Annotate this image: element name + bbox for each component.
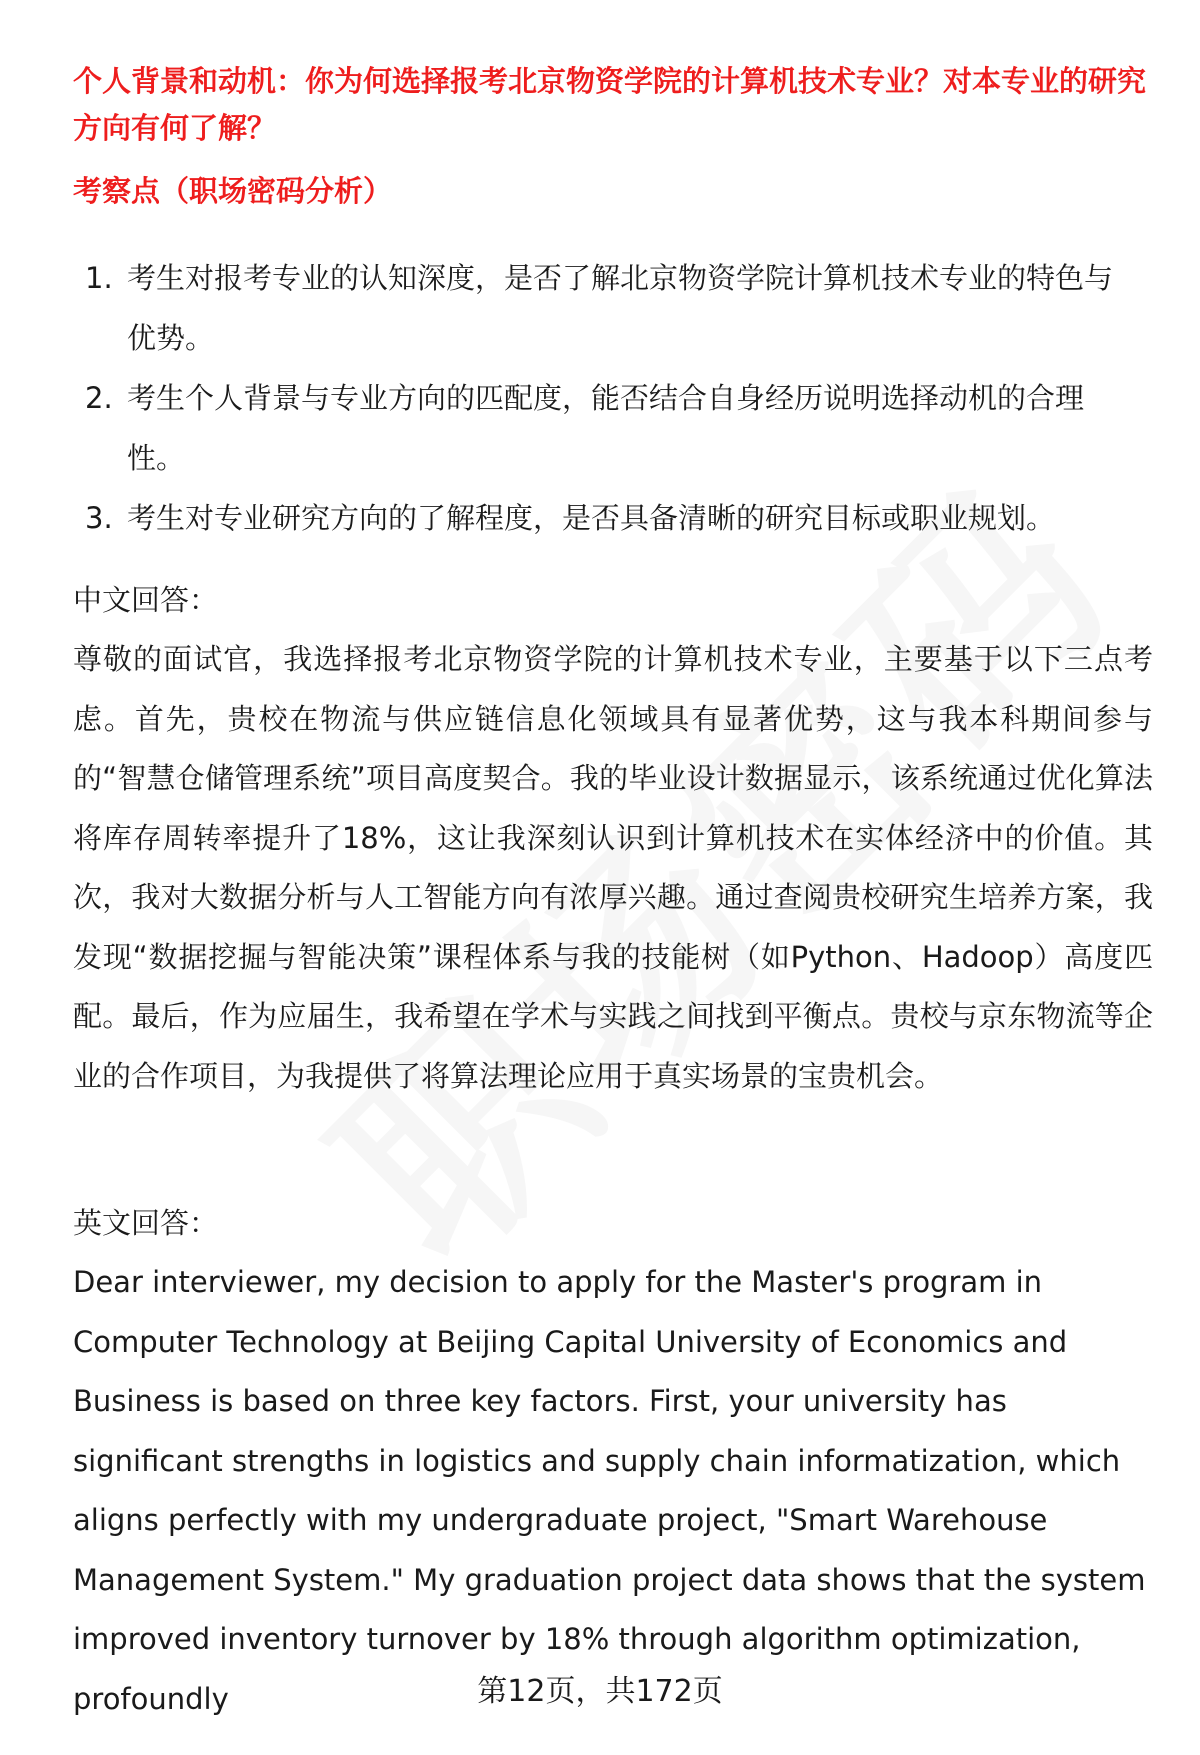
- english-answer-text: Dear interviewer, my decision to apply for the Master's program in Computer Technology at Beijing Capital University of Economics and Business is based on three key factors. First, your university has significant strengths in logistics and supply chain informatization, which aligns perfectly with my undergraduate project, "Smart Warehouse Management System." My graduation project data shows that the system improved inventory turnover by 18% through algorithm optimization, profoundly: [73, 1265, 1146, 1716]
- page-number-footer: 第12页，共172页: [477, 1674, 723, 1709]
- question-heading: 个人背景和动机：你为何选择报考北京物资学院的计算机技术专业？对本专业的研究方向有何了解？: [73, 64, 1147, 145]
- list-item-text: 考生对报考专业的认知深度，是否了解北京物资学院计算机技术专业的特色与优势。: [127, 261, 1114, 355]
- exam-points-title: 考察点（职场密码分析）: [73, 174, 393, 208]
- chinese-answer-text: 尊敬的面试官，我选择报考北京物资学院的计算机技术专业，主要基于以下三点考虑。首先，贵校在物流与供应链信息化领域具有显著优势，这与我本科期间参与的“智慧仓储管理系统”项目高度契合。我的毕业设计数据显示，该系统通过优化算法将库存周转率提升了18%，这让我深刻认识到计算机技术在实体经济中的价值。其次，我对大数据分析与人工智能方向有浓厚兴趣。通过查阅贵校研究生培养方案，我发现“数据挖掘与智能决策”课程体系与我的技能树（如Python、Hadoop）高度匹配。最后，作为应届生，我希望在学术与实践之间找到平衡点。贵校与京东物流等企业的合作项目，为我提供了将算法理论应用于真实场景的宝贵机会。: [73, 642, 1153, 1093]
- list-item: [0, 248, 1200, 368]
- list-item-number: 3.: [85, 501, 113, 535]
- english-answer-label: 英文回答：: [73, 1206, 219, 1240]
- exam-points-list: [0, 248, 1200, 548]
- list-item: [0, 368, 1200, 488]
- list-item-text: 考生个人背景与专业方向的匹配度，能否结合自身经历说明选择动机的合理性。: [127, 381, 1085, 475]
- list-item: [0, 488, 1200, 548]
- list-item-number: 1.: [85, 261, 113, 295]
- list-item-text: 考生对专业研究方向的了解程度，是否具备清晰的研究目标或职业规划。: [127, 501, 1056, 535]
- chinese-answer-label: 中文回答：: [73, 583, 219, 617]
- list-item-number: 2.: [85, 381, 113, 415]
